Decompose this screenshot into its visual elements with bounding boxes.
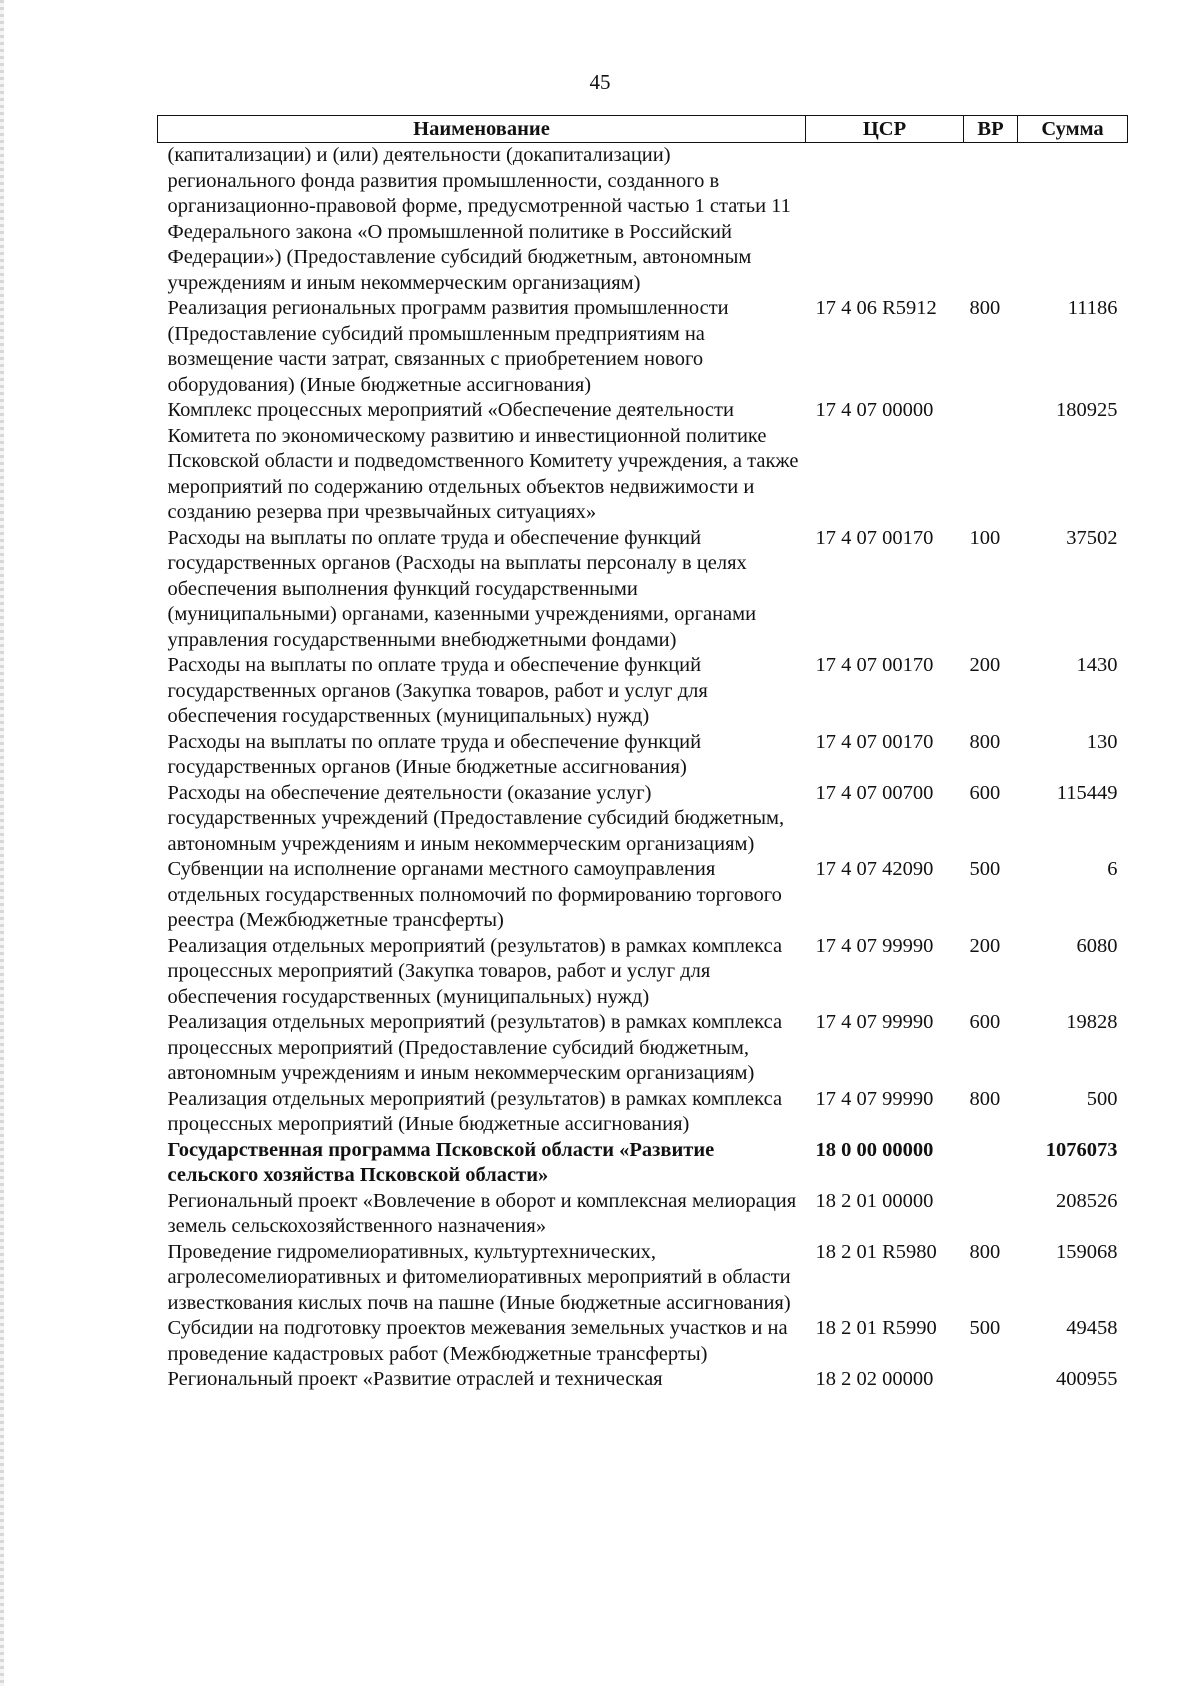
table-row [158, 398, 1128, 526]
row-sum: 400955 [1056, 1368, 1118, 1390]
table-row [158, 1316, 1128, 1367]
row-csr: 18 2 01 R5980 [815, 1240, 937, 1263]
header-name: Наименование [158, 116, 806, 143]
row-sum: 130 [1086, 730, 1118, 753]
row-sum: 37502 [1066, 526, 1118, 549]
table-row [158, 1240, 1128, 1317]
row-name: Субсидии на подготовку проектов межевания земельных участков и на проведение кадастровых работ (Межбюджетные трансферты) [167, 1317, 788, 1365]
row-name: Комплекс процессных мероприятий «Обеспечение деятельности Комитета по экономическому развитию и инвестиционной политике Псковской области и подведомственного Комитету учреждения, а также мероприятий по содержанию отдельных объектов недвижимости и созданию резерва при чрезвычайных ситуациях» [167, 399, 799, 523]
row-csr: 17 4 07 99990 [815, 1087, 934, 1110]
table-row [158, 143, 1128, 297]
row-name: Проведение гидромелиоративных, культуртехнических, агролесомелиоративных и фитомелиоративных мероприятий в области известкования кислых почв на пашне (Иные бюджетные ассигнования) [167, 1240, 791, 1314]
row-sum: 115449 [1056, 781, 1118, 804]
page-number: 45 [589, 70, 611, 94]
row-sum: 11186 [1067, 297, 1118, 319]
row-name: Расходы на выплаты по оплате труда и обеспечение функций государственных органов (Иные бюджетные ассигнования) [167, 730, 702, 778]
row-vr [964, 398, 1018, 526]
row-sum: 6 [1107, 858, 1118, 880]
row-vr [964, 1138, 1018, 1189]
row-vr: 600 [969, 1011, 1001, 1033]
row-csr: 17 4 06 R5912 [815, 297, 937, 319]
row-vr: 800 [969, 297, 1001, 319]
table-row [158, 1367, 1128, 1393]
table-row [158, 1010, 1128, 1087]
row-name: Реализация отдельных мероприятий (результатов) в рамках комплекса процессных мероприятий (Иные бюджетные ассигнования) [167, 1087, 783, 1135]
header-row [158, 116, 1128, 143]
row-name: Расходы на выплаты по оплате труда и обеспечение функций государственных органов (Расходы на выплаты персоналу в целях обеспечения выполнения функций государственными (муниципальными) органами, казенными учреждениями, органами управления государственными внебюджетными фондами) [167, 526, 757, 651]
scan-edge [0, 0, 4, 1686]
row-vr: 500 [969, 858, 1001, 880]
row-sum [1018, 143, 1128, 297]
row-csr: 18 2 01 R5990 [815, 1317, 937, 1339]
row-vr: 500 [969, 1317, 1001, 1339]
table-row [158, 934, 1128, 1011]
budget-table [157, 115, 1128, 1393]
row-sum: 19828 [1066, 1011, 1118, 1033]
row-vr: 100 [969, 526, 1001, 549]
row-csr [806, 143, 964, 297]
row-vr: 600 [969, 781, 1001, 804]
table-row [158, 296, 1128, 398]
row-name: Субвенции на исполнение органами местного самоуправления отдельных государственных полномочий по формированию торгового реестра (Межбюджетные трансферты) [167, 858, 782, 931]
row-name: Государственная программа Псковской области «Развитие сельского хозяйства Псковской области» [167, 1138, 715, 1186]
row-vr [964, 1367, 1018, 1393]
row-sum: 180925 [1056, 399, 1118, 421]
row-vr: 200 [969, 934, 1001, 957]
row-sum: 6080 [1076, 934, 1118, 957]
row-csr: 17 4 07 00170 [815, 526, 934, 549]
row-vr [964, 143, 1018, 297]
row-sum: 1076073 [1045, 1138, 1118, 1161]
row-sum: 500 [1086, 1087, 1118, 1110]
row-csr: 17 4 07 00000 [815, 399, 934, 421]
table-row [158, 526, 1128, 654]
row-name: Реализация отдельных мероприятий (результатов) в рамках комплекса процессных мероприятий (Закупка товаров, работ и услуг для обеспечения государственных (муниципальных) нужд) [167, 934, 783, 1008]
row-name: Расходы на выплаты по оплате труда и обеспечение функций государственных органов (Закупка товаров, работ и услуг для обеспечения государственных (муниципальных) нужд) [167, 654, 708, 727]
row-sum: 159068 [1056, 1240, 1118, 1263]
row-name: Региональный проект «Развитие отраслей и техническая [167, 1368, 663, 1390]
table-row [158, 781, 1128, 858]
row-name: Реализация отдельных мероприятий (результатов) в рамках комплекса процессных мероприятий (Предоставление субсидий бюджетным, автономным учреждениям и иным некоммерческим организациям) [167, 1011, 783, 1084]
row-vr: 800 [969, 730, 1001, 753]
row-csr: 17 4 07 99990 [815, 934, 934, 957]
table-row [158, 653, 1128, 730]
row-name: Реализация региональных программ развития промышленности (Предоставление субсидий промышленным предприятиям на возмещение части затрат, связанных с приобретением нового оборудования) (Иные бюджетные ассигнования) [167, 297, 729, 396]
row-name: Расходы на обеспечение деятельности (оказание услуг) государственных учреждений (Предоставление субсидий бюджетным, автономным учреждениям и иным некоммерческим организациям) [167, 781, 785, 855]
row-csr: 17 4 07 00700 [815, 781, 934, 804]
row-csr: 18 0 00 00000 [815, 1138, 934, 1161]
row-csr: 18 2 02 00000 [815, 1368, 934, 1390]
table-row [158, 730, 1128, 781]
header-csr: ЦСР [806, 116, 964, 143]
header-sum: Сумма [1018, 116, 1128, 143]
row-sum: 49458 [1066, 1317, 1118, 1339]
row-sum: 208526 [1056, 1189, 1118, 1212]
table-row [158, 1189, 1128, 1240]
table-row [158, 1138, 1128, 1189]
row-csr: 18 2 01 00000 [815, 1189, 934, 1212]
table-header [158, 116, 1128, 143]
row-csr: 17 4 07 99990 [815, 1011, 934, 1033]
table-row [158, 857, 1128, 934]
row-csr: 17 4 07 00170 [815, 730, 934, 753]
row-vr: 800 [969, 1240, 1001, 1263]
table-row [158, 1087, 1128, 1138]
table-body [158, 143, 1128, 1393]
row-name: (капитализации) и (или) деятельности (докапитализации) регионального фонда развития промышленности, созданного в организационно-правовой форме, предусмотренной частью 1 статьи 11 Федерального закона «О промышленной политике в Российский Федерации») (Предоставление субсидий бюджетным, автономным учреждениям и иным некоммерческим организациям) [167, 144, 791, 294]
row-csr: 17 4 07 42090 [815, 858, 934, 880]
row-csr: 17 4 07 00170 [815, 654, 934, 676]
row-vr: 800 [969, 1087, 1001, 1110]
header-vr: ВР [964, 116, 1018, 143]
row-vr [964, 1189, 1018, 1240]
row-sum: 1430 [1076, 654, 1118, 676]
row-vr: 200 [969, 654, 1001, 676]
row-name: Региональный проект «Вовлечение в оборот и комплексная мелиорация земель сельскохозяйственного назначения» [167, 1189, 797, 1237]
